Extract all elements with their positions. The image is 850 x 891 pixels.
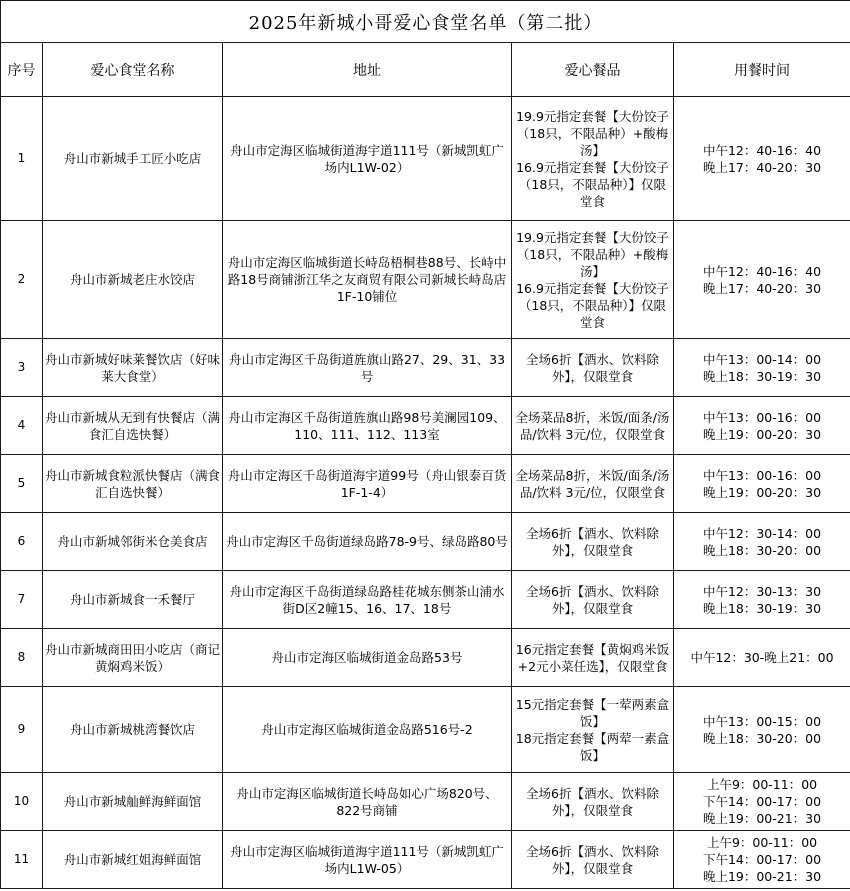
- meal-offer: 全场6折【酒水、饮料除外】，仅限堂食: [512, 513, 674, 571]
- canteen-address: 舟山市定海区临城街道金岛路53号: [223, 629, 512, 687]
- row-index: 6: [1, 513, 43, 571]
- dining-time: 上午9：00-11：00 下午14：00-17：00 晚上19：00-21：30: [674, 831, 850, 889]
- meal-offer: 15元指定套餐【一荤两素盒饭】 18元指定套餐【两荤一素盒饭】: [512, 687, 674, 773]
- dining-time: 中午12：40-16：40 晚上17：40-20：30: [674, 221, 850, 339]
- table-row: [1, 687, 850, 773]
- canteen-address: 舟山市定海区临城街道海宇道111号（新城凯虹广场内L1W-02）: [223, 97, 512, 221]
- row-index: 5: [1, 455, 43, 513]
- column-header-time: 用餐时间: [674, 43, 850, 97]
- row-index: 10: [1, 773, 43, 831]
- row-index: 11: [1, 831, 43, 889]
- canteen-name: 舟山市新城食一禾餐厅: [43, 571, 223, 629]
- canteen-name: 舟山市新城桃湾餐饮店: [43, 687, 223, 773]
- row-index: 9: [1, 687, 43, 773]
- row-index: 4: [1, 397, 43, 455]
- canteen-name: 舟山市新城好味莱餐饮店（好味莱大食堂）: [43, 339, 223, 397]
- canteen-address: 舟山市定海区千岛街道绿岛路桂花城东侧茶山浦水街D区2幢15、16、17、18号: [223, 571, 512, 629]
- table-row: [1, 571, 850, 629]
- meal-offer: 全场菜品8折，米饭/面条/汤品/饮料 3元/位，仅限堂食: [512, 397, 674, 455]
- column-header-name: 爱心食堂名称: [43, 43, 223, 97]
- canteen-name: 舟山市新城手工匠小吃店: [43, 97, 223, 221]
- row-index: 3: [1, 339, 43, 397]
- table-row: [1, 513, 850, 571]
- table-row: [1, 221, 850, 339]
- column-header-address: 地址: [223, 43, 512, 97]
- meal-offer: 全场6折【酒水、饮料除外】，仅限堂食: [512, 571, 674, 629]
- meal-offer: 全场6折【酒水、饮料除外】，仅限堂食: [512, 831, 674, 889]
- column-header-meal: 爱心餐品: [512, 43, 674, 97]
- meal-offer: 19.9元指定套餐【大份饺子（18只，不限品种）+酸梅汤】 16.9元指定套餐【大份饺子（18只，不限品种）】仅限堂食: [512, 221, 674, 339]
- dining-time: 中午12：30-13：30 晚上18：30-19：30: [674, 571, 850, 629]
- canteen-address: 舟山市定海区临城街道海宇道111号（新城凯虹广场内L1W-05）: [223, 831, 512, 889]
- canteen-name: 舟山市新城邻街米仓美食店: [43, 513, 223, 571]
- canteen-name: 舟山市新城商田田小吃店（商记黄焖鸡米饭）: [43, 629, 223, 687]
- table-row: [1, 629, 850, 687]
- row-index: 2: [1, 221, 43, 339]
- canteen-address: 舟山市定海区临城街道长峙岛梧桐巷88号、长峙中路18号商铺浙江华之友商贸有限公司新城长峙岛店1F-10铺位: [223, 221, 512, 339]
- canteen-name: 舟山市新城老庄水饺店: [43, 221, 223, 339]
- header-row: [1, 43, 850, 97]
- dining-time: 中午13：00-16：00 晚上19：00-20：30: [674, 455, 850, 513]
- table-body: [1, 97, 850, 889]
- dining-time: 中午13：00-14：00 晚上18：30-19：30: [674, 339, 850, 397]
- canteen-name: 舟山市新城食粒派快餐店（满食汇自选快餐）: [43, 455, 223, 513]
- dining-time: 中午12：30-晚上21：00: [674, 629, 850, 687]
- table-row: [1, 339, 850, 397]
- dining-time: 中午13：00-16：00 晚上19：00-20：30: [674, 397, 850, 455]
- row-index: 7: [1, 571, 43, 629]
- dining-time: 中午12：30-14：00 晚上18：30-20：00: [674, 513, 850, 571]
- canteen-address: 舟山市定海区千岛街道绿岛路78-9号、绿岛路80号: [223, 513, 512, 571]
- row-index: 1: [1, 97, 43, 221]
- meal-offer: 19.9元指定套餐【大份饺子（18只，不限品种）+酸梅汤】 16.9元指定套餐【大份饺子（18只，不限品种）】仅限堂食: [512, 97, 674, 221]
- table-row: [1, 831, 850, 889]
- table-row: [1, 397, 850, 455]
- canteen-address: 舟山市定海区临城街道金岛路516号-2: [223, 687, 512, 773]
- canteen-name: 舟山市新城红姐海鲜面馆: [43, 831, 223, 889]
- table-row: [1, 455, 850, 513]
- canteen-name: 舟山市新城舢鲜海鲜面馆: [43, 773, 223, 831]
- column-header-index: 序号: [1, 43, 43, 97]
- table-row: [1, 773, 850, 831]
- canteen-address: 舟山市定海区临城街道长峙岛如心广场820号、822号商铺: [223, 773, 512, 831]
- meal-offer: 全场6折【酒水、饮料除外】，仅限堂食: [512, 773, 674, 831]
- canteen-address: 舟山市定海区千岛街道旌旗山路27、29、31、33号: [223, 339, 512, 397]
- table-title: 2025年新城小哥爱心食堂名单（第二批）: [1, 1, 850, 43]
- table-row: [1, 97, 850, 221]
- dining-time: 中午12：40-16：40 晚上17：40-20：30: [674, 97, 850, 221]
- dining-time: 中午13：00-15：00 晚上18：30-20：00: [674, 687, 850, 773]
- row-index: 8: [1, 629, 43, 687]
- meal-offer: 全场菜品8折，米饭/面条/汤品/饮料 3元/位，仅限堂食: [512, 455, 674, 513]
- meal-offer: 16元指定套餐【黄焖鸡米饭+2元小菜任选】，仅限堂食: [512, 629, 674, 687]
- canteen-address: 舟山市定海区千岛街道海宇道99号（舟山银泰百货1F-1-4）: [223, 455, 512, 513]
- meal-offer: 全场6折【酒水、饮料除外】，仅限堂食: [512, 339, 674, 397]
- dining-time: 上午9：00-11：00 下午14：00-17：00 晚上19：00-21：30: [674, 773, 850, 831]
- title-row: [1, 1, 850, 43]
- canteen-address: 舟山市定海区千岛街道旌旗山路98号美澜园109、110、111、112、113室: [223, 397, 512, 455]
- canteen-name: 舟山市新城从无到有快餐店（满食汇自选快餐）: [43, 397, 223, 455]
